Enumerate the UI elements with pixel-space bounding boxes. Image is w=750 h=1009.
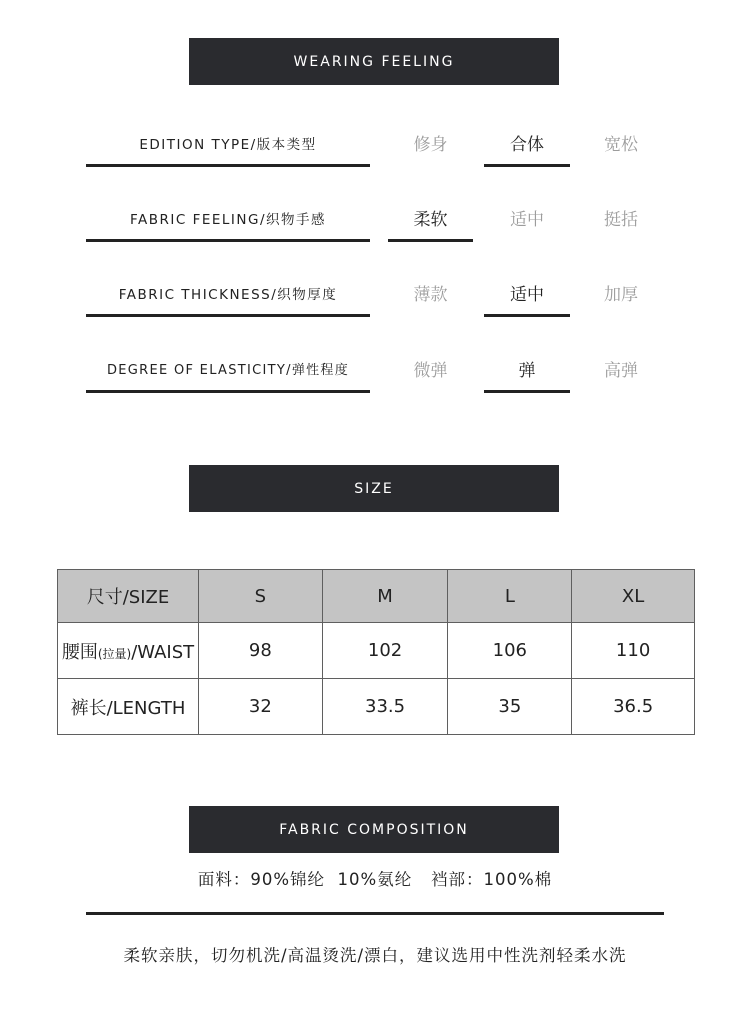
wearing-feeling-banner	[189, 38, 559, 85]
size-title: SIZE	[354, 480, 394, 497]
feel-option-selected: 合体	[510, 135, 544, 155]
feel-option: 修身	[413, 135, 448, 155]
table-cell: 110	[572, 623, 695, 679]
table-row-length	[58, 679, 695, 735]
divider	[86, 912, 664, 915]
feel-option-selected: 柔软	[413, 210, 448, 230]
feel-row-elasticity	[0, 346, 750, 406]
header-cell: S	[198, 570, 322, 623]
feel-label: FABRIC FEELING/织物手感	[129, 211, 327, 228]
feel-option: 高弹	[604, 361, 638, 381]
feel-label-underline	[86, 314, 370, 317]
wearing-feeling-title: WEARING FEELING	[293, 53, 455, 70]
selected-underline	[484, 164, 570, 167]
row-label	[58, 623, 199, 679]
feel-label: EDITION TYPE/版本类型	[139, 136, 317, 153]
feel-row-edition-type	[0, 120, 750, 180]
size-table-header	[58, 570, 695, 623]
table-cell: 36.5	[572, 679, 695, 735]
header-cell: M	[322, 570, 448, 623]
table-cell: 106	[448, 623, 572, 679]
feel-option-selected: 适中	[510, 285, 544, 305]
row-label-main: 腰围	[61, 641, 98, 663]
feel-option: 微弹	[413, 361, 448, 381]
size-table	[57, 569, 695, 735]
table-cell: 33.5	[322, 679, 448, 735]
feel-label-underline	[86, 164, 370, 167]
header-cell: 尺寸/SIZE	[58, 570, 199, 623]
feel-option: 加厚	[604, 285, 638, 305]
row-label-note: (拉量)	[97, 646, 132, 661]
header-cell: XL	[572, 570, 695, 623]
table-cell: 35	[448, 679, 572, 735]
feel-option: 挺括	[604, 210, 638, 230]
feel-option: 宽松	[604, 135, 638, 155]
table-cell: 102	[322, 623, 448, 679]
feel-label: FABRIC THICKNESS/织物厚度	[118, 286, 338, 303]
selected-underline	[388, 239, 473, 242]
header-cell: L	[448, 570, 572, 623]
care-instructions: 柔软亲肤，切勿机洗/高温烫洗/漂白，建议选用中性洗剂轻柔水洗	[123, 946, 627, 965]
row-label: 裤长/LENGTH	[58, 679, 199, 735]
fabric-composition-banner	[189, 806, 559, 853]
feel-row-fabric-thickness	[0, 270, 750, 330]
feel-option: 适中	[510, 210, 544, 230]
feel-row-fabric-feeling	[0, 195, 750, 255]
row-label-tail: /WAIST	[131, 641, 195, 663]
feel-label-underline	[86, 239, 370, 242]
selected-underline	[484, 390, 570, 393]
feel-label-underline	[86, 390, 370, 393]
fabric-composition-title: FABRIC COMPOSITION	[279, 821, 469, 838]
table-row-waist	[58, 623, 695, 679]
feel-option: 薄款	[413, 285, 448, 305]
feel-label: DEGREE OF ELASTICITY/弹性程度	[106, 363, 350, 378]
feel-option-selected: 弹	[518, 361, 536, 381]
size-banner	[189, 465, 559, 512]
table-cell: 32	[198, 679, 322, 735]
table-cell: 98	[198, 623, 322, 679]
fabric-composition-text: 面料：90%锦纶 10%氨纶 裆部：100%棉	[197, 870, 553, 889]
selected-underline	[484, 314, 570, 317]
